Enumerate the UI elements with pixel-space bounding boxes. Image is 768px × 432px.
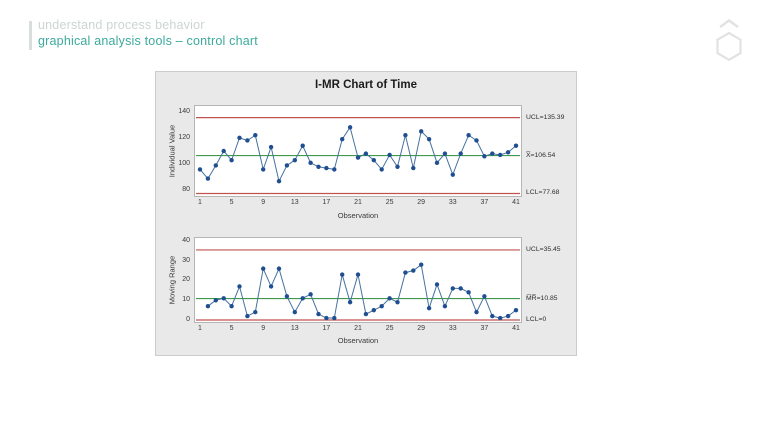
x-tick-label: 33 <box>448 199 457 206</box>
data-point <box>301 296 305 300</box>
data-point <box>277 266 281 270</box>
y-tick-label: 100 <box>178 160 190 168</box>
x-axis-label-observation-top: Observation <box>337 211 379 220</box>
x-tick-label: 5 <box>229 325 234 332</box>
data-point <box>427 137 431 141</box>
data-point <box>229 158 233 162</box>
x-tick-label: 21 <box>354 199 362 206</box>
moving-range-center-line-label: M̅R̅=10.85 <box>526 294 558 302</box>
data-point <box>269 145 273 149</box>
x-tick-label: 37 <box>480 325 489 332</box>
x-tick-label: 9 <box>261 325 266 332</box>
data-point <box>459 286 463 290</box>
moving-range-chart-plot <box>194 237 522 323</box>
data-point <box>348 300 352 304</box>
data-point <box>308 292 312 296</box>
data-point <box>403 270 407 274</box>
data-point <box>237 136 241 140</box>
x-tick-label: 1 <box>198 325 202 332</box>
data-point <box>324 166 328 170</box>
data-point <box>364 151 368 155</box>
data-point <box>222 296 226 300</box>
data-point <box>261 266 265 270</box>
logo-caret <box>720 21 738 28</box>
x-tick-label: 17 <box>322 325 331 332</box>
data-point <box>474 310 478 314</box>
x-tick-label: 41 <box>512 199 520 206</box>
data-point <box>214 298 218 302</box>
data-point <box>308 161 312 165</box>
data-point <box>395 165 399 169</box>
data-point <box>506 314 510 318</box>
plot-frame <box>195 106 522 197</box>
data-point <box>372 158 376 162</box>
individuals-chart-plot <box>194 105 522 197</box>
data-point <box>332 167 336 171</box>
data-point <box>253 133 257 137</box>
y-tick-label: 40 <box>182 236 190 244</box>
data-point <box>245 138 249 142</box>
hexagon-logo-icon <box>705 14 753 68</box>
y-axis-label-individual-value: Individual Value <box>167 124 177 178</box>
x-tick-label: 1 <box>198 199 202 206</box>
data-point <box>451 172 455 176</box>
data-point <box>356 272 360 276</box>
data-point <box>474 138 478 142</box>
data-point <box>411 166 415 170</box>
data-point <box>253 310 257 314</box>
y-tick-label: 20 <box>182 276 190 284</box>
chart-panel <box>155 71 577 356</box>
data-point <box>316 165 320 169</box>
x-tick-label: 17 <box>322 199 331 206</box>
data-point <box>459 151 463 155</box>
data-point <box>222 149 226 153</box>
x-tick-label: 13 <box>290 325 299 332</box>
data-point <box>245 314 249 318</box>
x-axis-label-observation-bottom: Observation <box>337 336 379 345</box>
data-point <box>285 294 289 298</box>
x-tick-label: 33 <box>448 325 457 332</box>
data-point <box>269 284 273 288</box>
x-tick-label: 29 <box>417 199 426 206</box>
data-point <box>482 154 486 158</box>
individuals-lcl-label: LCL=77.68 <box>526 189 560 197</box>
data-point <box>198 167 202 171</box>
data-point <box>427 306 431 310</box>
data-point <box>435 161 439 165</box>
x-tick-label: 25 <box>385 199 394 206</box>
data-point <box>261 167 265 171</box>
data-point <box>514 144 518 148</box>
individuals-ucl-label: UCL=135.39 <box>526 113 565 121</box>
y-axis-label-moving-range: Moving Range <box>167 255 177 305</box>
data-point <box>435 282 439 286</box>
data-point <box>285 163 289 167</box>
y-tick-label: 10 <box>182 296 190 304</box>
header-subtitle: understand process behavior <box>38 18 205 32</box>
data-point <box>237 284 241 288</box>
data-point <box>380 167 384 171</box>
x-tick-label: 13 <box>290 199 299 206</box>
header-accent-bar <box>29 21 32 50</box>
x-tick-label: 25 <box>385 325 394 332</box>
data-point <box>214 163 218 167</box>
y-tick-label: 30 <box>182 256 190 264</box>
x-tick-label: 9 <box>261 199 266 206</box>
y-tick-label: 120 <box>178 133 190 141</box>
data-point <box>372 308 376 312</box>
data-point <box>340 137 344 141</box>
data-point <box>419 262 423 266</box>
x-tick-label: 21 <box>354 325 362 332</box>
moving-range-ucl-label: UCL=35.45 <box>526 245 561 253</box>
y-tick-label: 80 <box>182 186 190 194</box>
data-point <box>498 316 502 320</box>
x-tick-label: 29 <box>417 325 426 332</box>
data-point <box>316 312 320 316</box>
data-point <box>387 296 391 300</box>
data-point <box>348 125 352 129</box>
data-point <box>324 316 328 320</box>
data-point <box>301 144 305 148</box>
x-tick-label: 37 <box>480 199 489 206</box>
data-point <box>387 153 391 157</box>
data-point <box>490 314 494 318</box>
data-point <box>293 158 297 162</box>
y-tick-label: 140 <box>178 107 190 115</box>
data-point <box>332 316 336 320</box>
data-point <box>514 308 518 312</box>
logo-hexagon <box>718 33 741 60</box>
data-point <box>482 294 486 298</box>
data-point <box>206 176 210 180</box>
data-point <box>466 290 470 294</box>
data-point <box>506 150 510 154</box>
data-point <box>364 312 368 316</box>
data-point <box>443 151 447 155</box>
moving-range-lcl-label: LCL=0 <box>526 316 547 324</box>
data-point <box>380 304 384 308</box>
data-point <box>403 133 407 137</box>
header-title: graphical analysis tools – control chart <box>38 34 258 48</box>
data-point <box>395 300 399 304</box>
data-point <box>451 286 455 290</box>
data-point <box>340 272 344 276</box>
x-tick-label: 5 <box>229 199 234 206</box>
data-point <box>229 304 233 308</box>
data-point <box>293 310 297 314</box>
chart-title: I-MR Chart of Time <box>314 79 417 91</box>
data-point <box>498 153 502 157</box>
data-point <box>490 151 494 155</box>
y-tick-label: 0 <box>186 316 190 324</box>
individuals-center-line-label: X̅=106.54 <box>526 151 556 159</box>
data-point <box>206 304 210 308</box>
data-point <box>411 268 415 272</box>
data-point <box>277 179 281 183</box>
data-point <box>466 133 470 137</box>
data-point <box>443 304 447 308</box>
data-point <box>419 129 423 133</box>
x-tick-label: 41 <box>512 325 520 332</box>
data-point <box>356 155 360 159</box>
